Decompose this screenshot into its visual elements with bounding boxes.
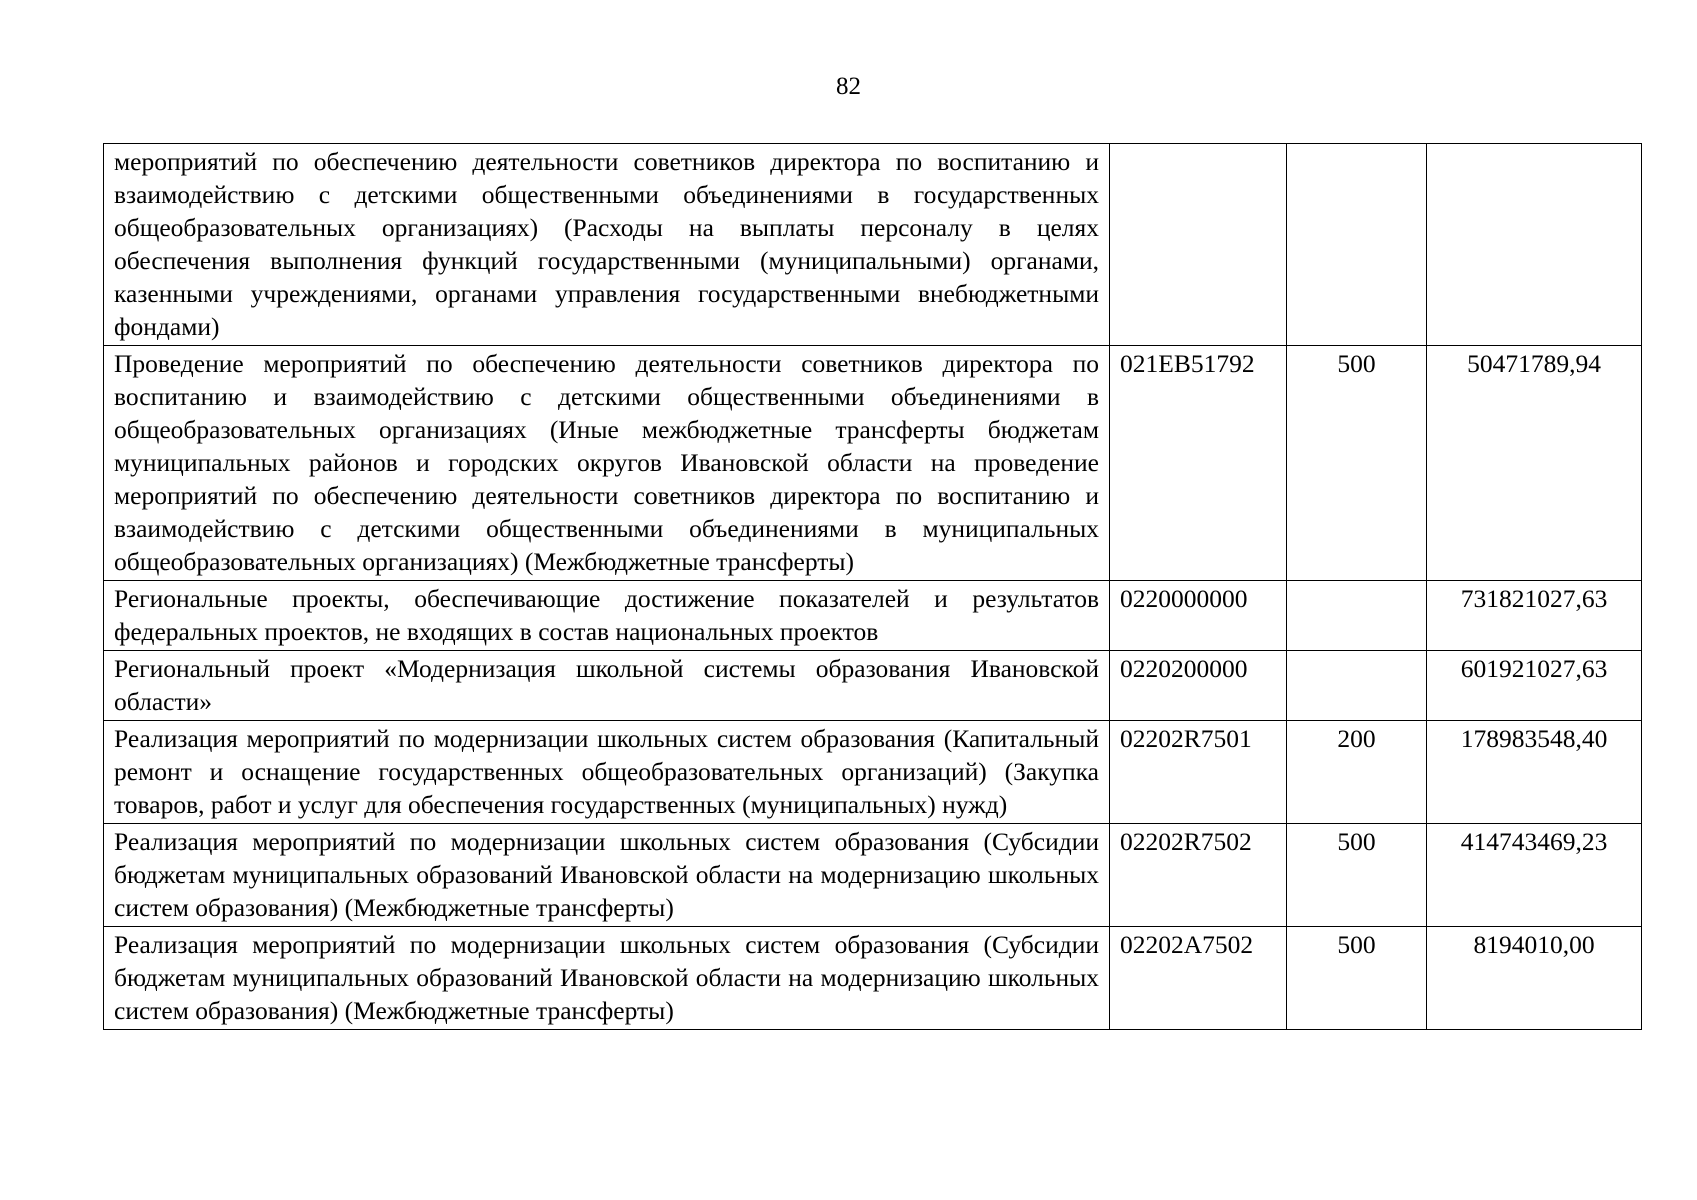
table-row [104, 824, 1642, 927]
table-row [104, 346, 1642, 581]
row-expense-type [1287, 651, 1427, 721]
row-expense-type: 500 [1287, 824, 1427, 927]
row-amount: 8194010,00 [1427, 927, 1642, 1030]
table-row [104, 651, 1642, 721]
row-target-code [1110, 144, 1287, 346]
row-description: Региональный проект «Модернизация школьной системы образования Ивановской области» [104, 651, 1110, 721]
row-description: мероприятий по обеспечению деятельности советников директора по воспитанию и взаимодействию с детскими общественными объединениями в государственных общеобразовательных организациях) (Расходы на выплаты персоналу в целях обеспечения выполнения функций государственными (муниципальными) органами, казенными учреждениями, органами управления государственными внебюджетными фондами) [104, 144, 1110, 346]
row-amount: 601921027,63 [1427, 651, 1642, 721]
row-description: Реализация мероприятий по модернизации школьных систем образования (Субсидии бюджетам муниципальных образований Ивановской области на модернизацию школьных систем образования) (Межбюджетные трансферты) [104, 824, 1110, 927]
row-description: Реализация мероприятий по модернизации школьных систем образования (Капитальный ремонт и оснащение государственных общеобразовательных организаций) (Закупка товаров, работ и услуг для обеспечения государственных (муниципальных) нужд) [104, 721, 1110, 824]
row-expense-type: 200 [1287, 721, 1427, 824]
row-amount: 178983548,40 [1427, 721, 1642, 824]
table-row [104, 144, 1642, 346]
row-amount: 414743469,23 [1427, 824, 1642, 927]
row-description: Реализация мероприятий по модернизации школьных систем образования (Субсидии бюджетам муниципальных образований Ивановской области на модернизацию школьных систем образования) (Межбюджетные трансферты) [104, 927, 1110, 1030]
row-expense-type [1287, 581, 1427, 651]
row-target-code: 02202R7502 [1110, 824, 1287, 927]
row-amount: 731821027,63 [1427, 581, 1642, 651]
row-description: Региональные проекты, обеспечивающие достижение показателей и результатов федеральных проектов, не входящих в состав национальных проектов [104, 581, 1110, 651]
row-target-code: 021EB51792 [1110, 346, 1287, 581]
table-row [104, 581, 1642, 651]
row-amount [1427, 144, 1642, 346]
table-row [104, 721, 1642, 824]
row-expense-type [1287, 144, 1427, 346]
row-target-code: 0220200000 [1110, 651, 1287, 721]
row-amount: 50471789,94 [1427, 346, 1642, 581]
page-number: 82 [836, 73, 861, 100]
budget-table [103, 143, 1642, 1030]
row-expense-type: 500 [1287, 927, 1427, 1030]
row-expense-type: 500 [1287, 346, 1427, 581]
row-target-code: 0220000000 [1110, 581, 1287, 651]
row-target-code: 02202A7502 [1110, 927, 1287, 1030]
row-target-code: 02202R7501 [1110, 721, 1287, 824]
row-description: Проведение мероприятий по обеспечению деятельности советников директора по воспитанию и взаимодействию с детскими общественными объединениями в общеобразовательных организациях (Иные межбюджетные трансферты бюджетам муниципальных районов и городских округов Ивановской области на проведение мероприятий по обеспечению деятельности советников директора по воспитанию и взаимодействию с детскими общественными объединениями в муниципальных общеобразовательных организациях) (Межбюджетные трансферты) [104, 346, 1110, 581]
table-row [104, 927, 1642, 1030]
